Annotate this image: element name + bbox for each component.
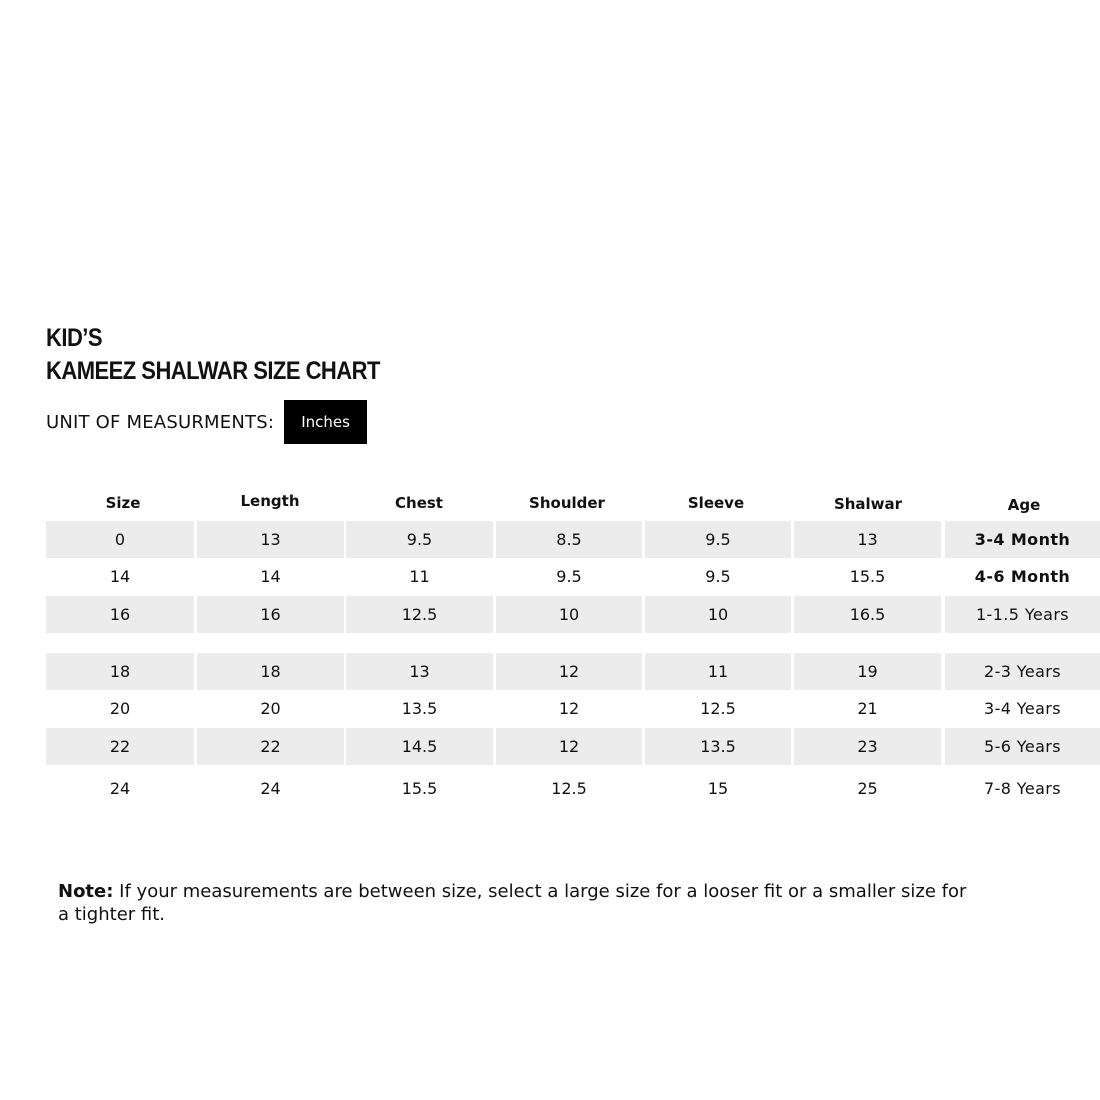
table-cell-chest: 12.5 <box>346 596 493 633</box>
column-header-sleeve: Sleeve <box>687 494 745 512</box>
table-cell-shoulder: 8.5 <box>496 521 642 558</box>
title-line-kids: KID’S <box>46 324 103 352</box>
table-cell-shoulder: 12 <box>558 699 580 718</box>
table-cell-age: 7-8 Years <box>983 779 1062 798</box>
note-text: If your measurements are between size, select a large size for a looser fit or a smaller size for a tighter fit. <box>58 881 967 925</box>
column-header-size: Size <box>105 494 141 512</box>
table-cell-length: 14 <box>260 567 281 586</box>
table-cell-size: 14 <box>109 567 131 586</box>
table-cell-sleeve: 15 <box>707 779 729 798</box>
table-cell-age: 1-1.5 Years <box>945 596 1100 633</box>
table-cell-shoulder: 12 <box>496 728 642 765</box>
table-cell-length: 13 <box>197 521 344 558</box>
table-cell-age: 3-4 Month <box>945 521 1100 558</box>
table-cell-age: 5-6 Years <box>945 728 1100 765</box>
table-cell-chest: 14.5 <box>346 728 493 765</box>
table-cell-size: 20 <box>109 699 131 718</box>
column-header-age: Age <box>1007 496 1041 514</box>
table-cell-shalwar: 25 <box>857 779 878 798</box>
table-cell-length: 18 <box>197 653 344 690</box>
table-cell-sleeve: 10 <box>645 596 791 633</box>
note <box>58 880 978 926</box>
page-title: KAMEEZ SHALWAR SIZE CHART <box>46 357 380 385</box>
column-header-length: Length <box>240 492 300 510</box>
table-cell-chest: 13 <box>346 653 493 690</box>
table-cell-shalwar: 13 <box>794 521 941 558</box>
table-cell-shalwar: 23 <box>794 728 941 765</box>
table-cell-shoulder: 10 <box>496 596 642 633</box>
table-cell-chest: 13.5 <box>401 699 438 718</box>
column-header-shalwar: Shalwar <box>833 495 903 513</box>
unit-badge: Inches <box>284 400 367 444</box>
table-cell-age: 3-4 Years <box>983 699 1062 718</box>
table-cell-sleeve: 9.5 <box>705 567 731 586</box>
table-cell-shalwar: 15.5 <box>849 567 886 586</box>
table-cell-sleeve: 11 <box>645 653 791 690</box>
table-cell-age: 2-3 Years <box>945 653 1100 690</box>
table-cell-shalwar: 21 <box>857 699 878 718</box>
table-cell-size: 18 <box>46 653 194 690</box>
title-block <box>46 322 425 388</box>
column-header-chest: Chest <box>395 494 443 512</box>
table-cell-size: 0 <box>46 521 194 558</box>
table-cell-length: 16 <box>197 596 344 633</box>
table-cell-sleeve: 13.5 <box>645 728 791 765</box>
unit-label: UNIT OF MEASURMENTS: <box>46 411 275 433</box>
table-cell-size: 22 <box>46 728 194 765</box>
table-cell-sleeve: 12.5 <box>700 699 736 718</box>
table-cell-sleeve: 9.5 <box>645 521 791 558</box>
unit-row <box>46 400 367 444</box>
table-cell-age: 4-6 Month <box>974 567 1071 586</box>
table-cell-chest: 15.5 <box>401 779 438 798</box>
column-header-shoulder: Shoulder <box>529 494 605 512</box>
note-label: Note: <box>58 881 114 902</box>
table-cell-shalwar: 16.5 <box>794 596 941 633</box>
table-cell-shoulder: 12.5 <box>551 779 587 798</box>
table-cell-length: 20 <box>260 699 281 718</box>
table-cell-shalwar: 19 <box>794 653 941 690</box>
table-cell-shoulder: 9.5 <box>556 567 582 586</box>
table-cell-size: 24 <box>109 779 131 798</box>
table-cell-chest: 11 <box>409 567 430 586</box>
table-cell-length: 24 <box>260 779 281 798</box>
table-cell-size: 16 <box>46 596 194 633</box>
table-cell-shoulder: 12 <box>496 653 642 690</box>
table-cell-length: 22 <box>197 728 344 765</box>
table-cell-chest: 9.5 <box>346 521 493 558</box>
